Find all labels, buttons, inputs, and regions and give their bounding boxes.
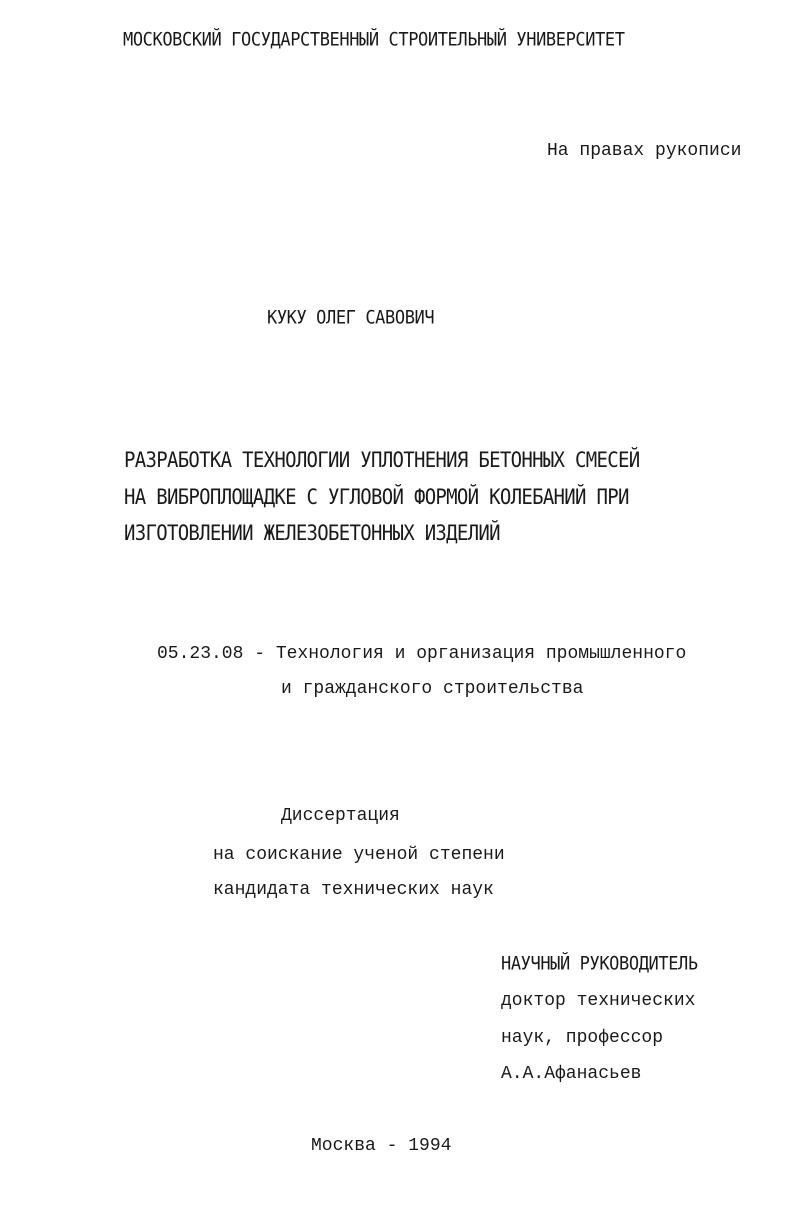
title-line: НА ВИБРОПЛОЩАДКЕ С УГЛОВОЙ ФОРМОЙ КОЛЕБАНИЙ ПРИ (124, 484, 629, 510)
rights-note: На правах рукописи (547, 141, 742, 161)
supervisor-heading: НАУЧНЫЙ РУКОВОДИТЕЛЬ (501, 953, 698, 975)
city-year: Москва - 1994 (311, 1136, 452, 1156)
author-name: КУКУ ОЛЕГ САВОВИЧ (267, 307, 435, 329)
specialty-line: 05.23.08 - Технология и организация промышленного (157, 644, 687, 664)
specialty-line: и гражданского строительства (281, 679, 584, 699)
degree-line: кандидата технических наук (213, 880, 494, 900)
title-line: РАЗРАБОТКА ТЕХНОЛОГИИ УПЛОТНЕНИЯ БЕТОННЫХ СМЕСЕЙ (124, 447, 640, 473)
supervisor-name: А.А.Афанасьев (501, 1064, 642, 1084)
university-name: МОСКОВСКИЙ ГОСУДАРСТВЕННЫЙ СТРОИТЕЛЬНЫЙ УНИВЕРСИТЕТ (123, 29, 625, 51)
supervisor-line: доктор технических (501, 991, 696, 1011)
degree-line: Диссертация (281, 806, 400, 826)
degree-line: на соискание ученой степени (213, 845, 505, 865)
supervisor-line: наук, профессор (501, 1028, 664, 1048)
title-line: ИЗГОТОВЛЕНИИ ЖЕЛЕЗОБЕТОННЫХ ИЗДЕЛИЙ (124, 520, 500, 546)
